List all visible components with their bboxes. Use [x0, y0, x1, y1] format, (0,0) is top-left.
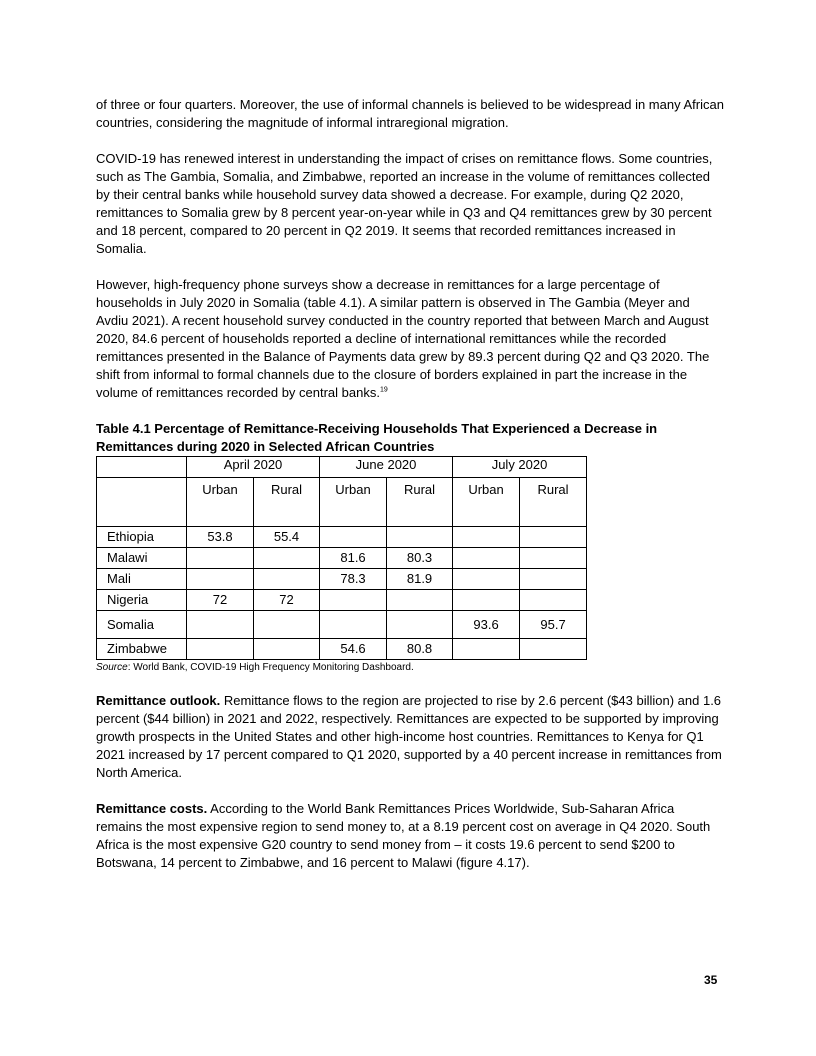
value-cell: 80.3	[387, 548, 453, 569]
value-cell: 80.8	[387, 639, 453, 660]
country-cell: Ethiopia	[97, 527, 187, 548]
value-cell: 95.7	[520, 611, 587, 639]
value-cell	[453, 639, 520, 660]
paragraph-lead: Remittance costs.	[96, 801, 208, 816]
remittance-decrease-table	[96, 456, 587, 660]
value-cell	[387, 611, 453, 639]
table-source-note	[96, 661, 724, 675]
value-cell	[254, 639, 320, 660]
table-subheader: Urban	[187, 478, 254, 527]
value-cell	[320, 611, 387, 639]
paragraph-text: Remittance flows to the region are projected to rise by 2.6 percent ($43 billion) and 1.6 percent ($44 billion) in 2021 and 2022, respectively. Remittances are expected to be supported by improving growth prospects in the United States and other high-income host countries. Remittances to Kenya for Q1 2021 increased by 17 percent compared to Q1 2020, supported by a 40 percent increase in remittances from North America.	[96, 693, 722, 780]
table-header-row	[97, 457, 587, 478]
page-body	[96, 96, 724, 890]
table-group-header: July 2020	[453, 457, 587, 478]
table-subheader: Rural	[387, 478, 453, 527]
table-corner-cell	[97, 478, 187, 527]
table-subheader-row	[97, 478, 587, 527]
paragraph-phone-surveys-text: However, high-frequency phone surveys show a decrease in remittances for a large percentage of households in July 2020 in Somalia (table 4.1). A similar pattern is observed in The Gambia (Meyer and Avdiu 2021). A recent household survey conducted in the country reported that between March and August 2020, 84.6 percent of households reported a decline of international remittances while the recorded remittances presented in the Balance of Payments data grew by 89.3 percent during Q2 and Q3 2020. The shift from informal to formal channels due to the closure of borders explained in part the increase in the volume of remittances recorded by central banks.	[96, 277, 710, 400]
value-cell	[187, 611, 254, 639]
value-cell	[320, 590, 387, 611]
value-cell	[520, 590, 587, 611]
value-cell	[387, 527, 453, 548]
value-cell	[254, 569, 320, 590]
table-subheader: Rural	[520, 478, 587, 527]
value-cell	[520, 548, 587, 569]
value-cell: 53.8	[187, 527, 254, 548]
value-cell	[453, 569, 520, 590]
value-cell	[387, 590, 453, 611]
country-cell: Malawi	[97, 548, 187, 569]
table-title: Table 4.1 Percentage of Remittance-Receiving Households That Experienced a Decrease in Remittances during 2020 in Selected African Countries	[96, 421, 658, 454]
country-cell: Nigeria	[97, 590, 187, 611]
value-cell	[187, 639, 254, 660]
paragraph-text: According to the World Bank Remittances Prices Worldwide, Sub-Saharan Africa remains the most expensive region to send money to, at a 8.19 percent cost on average in Q4 2020. South Africa is the most expensive G20 country to send money from – it costs 19.6 percent to send $200 to Botswana, 14 percent to Zimbabwe, and 16 percent to Malawi (figure 4.17).	[96, 801, 711, 870]
value-cell	[453, 548, 520, 569]
value-cell	[520, 527, 587, 548]
table-row	[97, 590, 587, 611]
value-cell: 54.6	[320, 639, 387, 660]
table-row	[97, 611, 587, 639]
table-row	[97, 527, 587, 548]
table-row	[97, 639, 587, 660]
table-subheader: Urban	[453, 478, 520, 527]
source-text: : World Bank, COVID-19 High Frequency Monitoring Dashboard.	[127, 662, 414, 673]
paragraph-remittance-costs	[96, 800, 724, 872]
value-cell: 72	[254, 590, 320, 611]
value-cell	[453, 527, 520, 548]
value-cell	[320, 527, 387, 548]
country-cell: Mali	[97, 569, 187, 590]
value-cell	[187, 569, 254, 590]
value-cell	[187, 548, 254, 569]
paragraph-lead: Remittance outlook.	[96, 693, 221, 708]
value-cell	[254, 611, 320, 639]
table-group-header: April 2020	[187, 457, 320, 478]
value-cell: 93.6	[453, 611, 520, 639]
paragraph-covid-remittances: COVID-19 has renewed interest in understanding the impact of crises on remittance flows. Some countries, such as The Gambia, Somalia, and Zimbabwe, reported an increase in the volume of remittances collected by their central banks while household survey data showed a decrease. For example, during Q2 2020, remittances to Somalia grew by 8 percent year-on-year while in Q3 and Q4 remittances grew by 30 percent and 18 percent, compared to 20 percent in Q2 2019. It seems that recorded remittances increased in Somalia.	[96, 151, 713, 256]
table-row	[97, 569, 587, 590]
country-cell: Somalia	[97, 611, 187, 639]
paragraph-informal-channels: of three or four quarters. Moreover, the use of informal channels is believed to be widespread in many African countries, considering the magnitude of informal intraregional migration.	[96, 97, 724, 130]
table-subheader: Urban	[320, 478, 387, 527]
table-row	[97, 548, 587, 569]
country-cell: Zimbabwe	[97, 639, 187, 660]
footnote-marker[interactable]: 19	[379, 386, 388, 394]
paragraph-phone-surveys	[96, 276, 724, 402]
value-cell: 81.6	[320, 548, 387, 569]
paragraph-remittance-outlook	[96, 692, 724, 782]
table-corner-cell	[97, 457, 187, 478]
value-cell: 81.9	[387, 569, 453, 590]
value-cell: 78.3	[320, 569, 387, 590]
value-cell: 55.4	[254, 527, 320, 548]
value-cell	[254, 548, 320, 569]
table-subheader: Rural	[254, 478, 320, 527]
value-cell	[520, 639, 587, 660]
table-group-header: June 2020	[320, 457, 453, 478]
value-cell: 72	[187, 590, 254, 611]
value-cell	[453, 590, 520, 611]
source-label: Source	[96, 662, 128, 673]
page-number: 35	[704, 973, 718, 987]
value-cell	[520, 569, 587, 590]
